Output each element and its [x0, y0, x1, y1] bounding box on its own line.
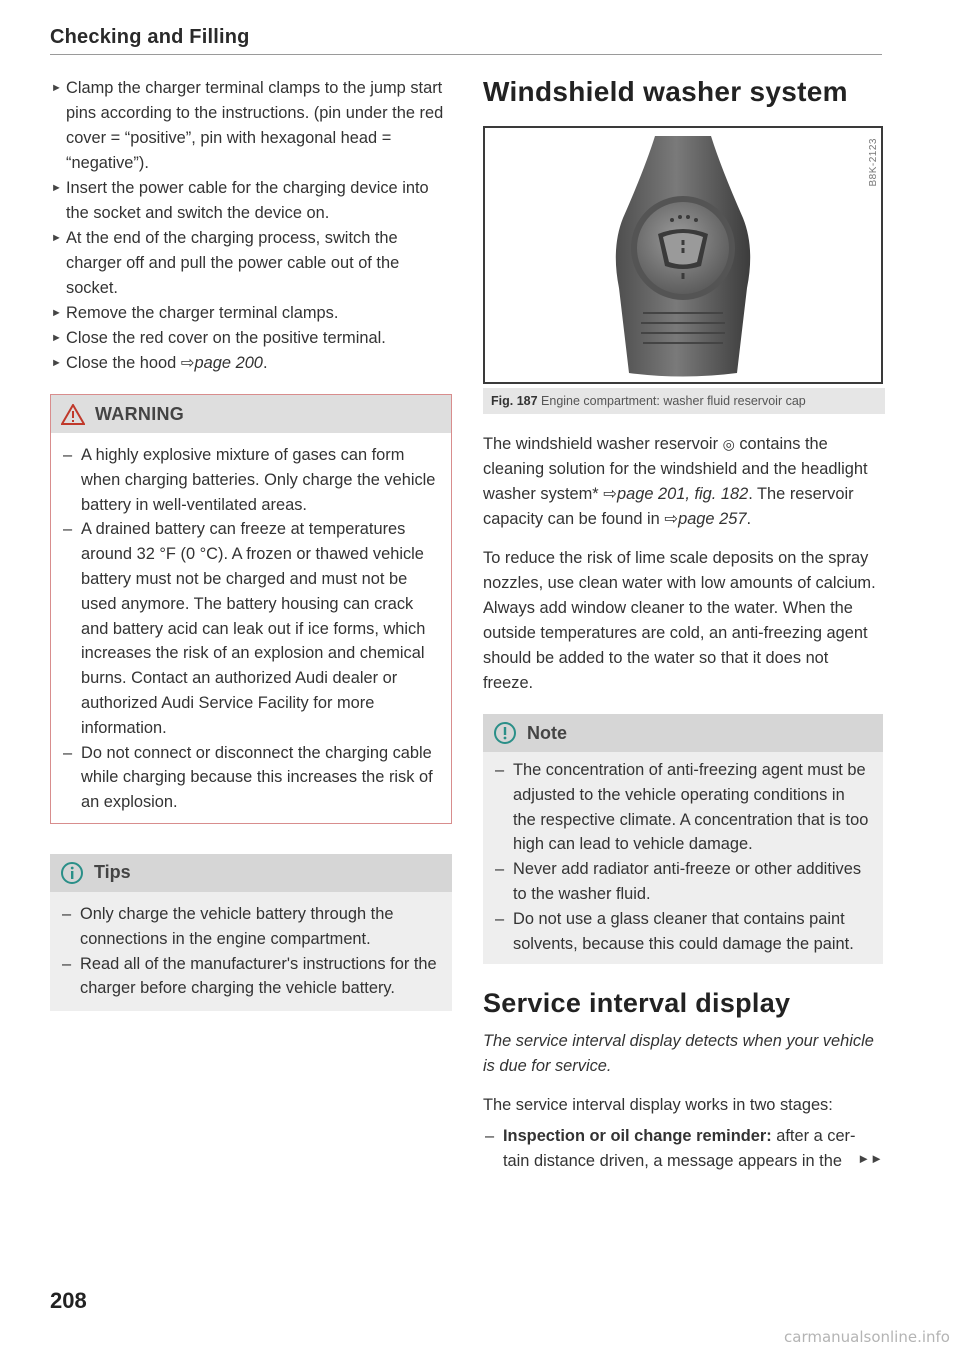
note-item: – The concentration of anti-freezing agent must be adjusted to the vehicle operating conditions in the respective climate. A concentration that is too high can lead to vehicle damage.: [495, 761, 869, 854]
right-column: [483, 76, 883, 1174]
figure-caption-text: Engine compartment: washer fluid reservoir cap: [541, 394, 806, 408]
triangle-bullet-icon: ►: [51, 182, 62, 194]
tips-item: – Read all of the manufacturer's instructions for the charger before charging the vehicle battery.: [62, 954, 437, 998]
service-item: – Inspection or oil change reminder: after a certain distance driven, a message appears in the ►►: [485, 1127, 883, 1171]
tips-item: – Only charge the vehicle battery through the connections in the engine compartment.: [62, 904, 394, 948]
info-icon: [60, 861, 84, 885]
washer-paragraph-2: To reduce the risk of lime scale deposits on the spray nozzles, use clean water with low amounts of calcium. Always add window cleaner to the water. When the outside temperatures are cold, an anti-freezing agent should be added to the water so that it does not freeze.: [483, 549, 876, 692]
continue-arrow-icon: ►►: [857, 1151, 883, 1167]
page-header-title: Checking and Filling: [50, 26, 250, 48]
section-title-service: Service interval display: [483, 988, 791, 1019]
note-header: Note: [483, 714, 883, 752]
washer-reservoir-figure: [483, 126, 883, 384]
page-reference-link[interactable]: ⇨page 201, fig. 182: [603, 485, 749, 503]
triangle-bullet-icon: ►: [51, 232, 62, 244]
list-item: ► Clamp the charger terminal clamps to the jump start pins according to the instructions. (pin under the red cover = “positive”, pin with hexagonal head = “negative”).: [50, 76, 452, 176]
page-number: 208: [50, 1288, 87, 1313]
list-item: ► Remove the charger terminal clamps.: [50, 301, 452, 326]
tips-box: [50, 854, 452, 1011]
warning-item: – A highly explosive mixture of gases can form when charging batteries. Only charge the vehicle battery in well-ventilated areas.: [63, 446, 436, 514]
watermark: carmanualsonline.info: [784, 1328, 950, 1346]
note-box: [483, 714, 883, 964]
list-item: ► Close the hood ⇨page 200.: [50, 351, 452, 376]
list-item: ► Insert the power cable for the charging device into the socket and switch the device on.: [50, 176, 452, 226]
triangle-bullet-icon: ►: [51, 332, 62, 344]
warning-item: – Do not connect or disconnect the charging cable while charging because this increases the risk of an explosion.: [63, 743, 433, 812]
tips-header: Tips: [50, 854, 452, 892]
note-item: – Do not use a glass cleaner that contains paint solvents, because this could damage the paint.: [495, 909, 854, 953]
service-paragraph: The service interval display works in two stages:: [483, 1096, 833, 1115]
triangle-bullet-icon: ►: [51, 307, 62, 319]
washer-paragraph-1: The windshield washer reservoir ◎ contains the cleaning solution for the windshield and the headlight washer system* ⇨page 201, fig. 182. The reservoir capacity can be found in ⇨page 257.: [483, 435, 868, 528]
note-item: – Never add radiator anti-freeze or other additives to the washer fluid.: [495, 860, 862, 903]
warning-header: WARNING: [51, 395, 451, 433]
triangle-bullet-icon: ►: [51, 82, 62, 94]
list-item: ► At the end of the charging process, switch the charger off and pull the power cable out of the socket.: [50, 226, 452, 301]
washer-reservoir-icon: ◎: [722, 436, 735, 452]
page-reference-link[interactable]: ⇨page 257: [664, 510, 747, 528]
washer-fluid-cap-illustration: [485, 128, 881, 382]
section-title-washer: Windshield washer system: [483, 76, 848, 107]
service-intro: The service interval display detects when your vehicle is due for service.: [483, 1032, 874, 1076]
warning-item: – A drained battery can freeze at temperatures around 32 °F (0 °C). A frozen or thawed vehicle battery must not be charged and must not be used anymore. The battery housing can crack and battery acid can leak out if ice forms, which increases the risk of an explosion and chemical burns. Contact an authorized Audi dealer or authorized Audi Service Facility for more information.: [63, 520, 426, 737]
header-rule: [50, 54, 882, 55]
page-reference-link[interactable]: ⇨page 200: [180, 354, 263, 372]
list-item: ► Close the red cover on the positive terminal.: [50, 326, 452, 351]
exclamation-icon: [493, 721, 517, 745]
triangle-bullet-icon: ►: [51, 357, 62, 369]
figure-label: Fig. 187: [491, 394, 538, 408]
left-column: [50, 76, 452, 1011]
steps-list: [50, 76, 452, 376]
figure-image-id: B8K-2123: [868, 138, 879, 187]
figure-caption: [483, 388, 885, 414]
warning-triangle-icon: [61, 404, 85, 425]
warning-box: [50, 394, 452, 824]
